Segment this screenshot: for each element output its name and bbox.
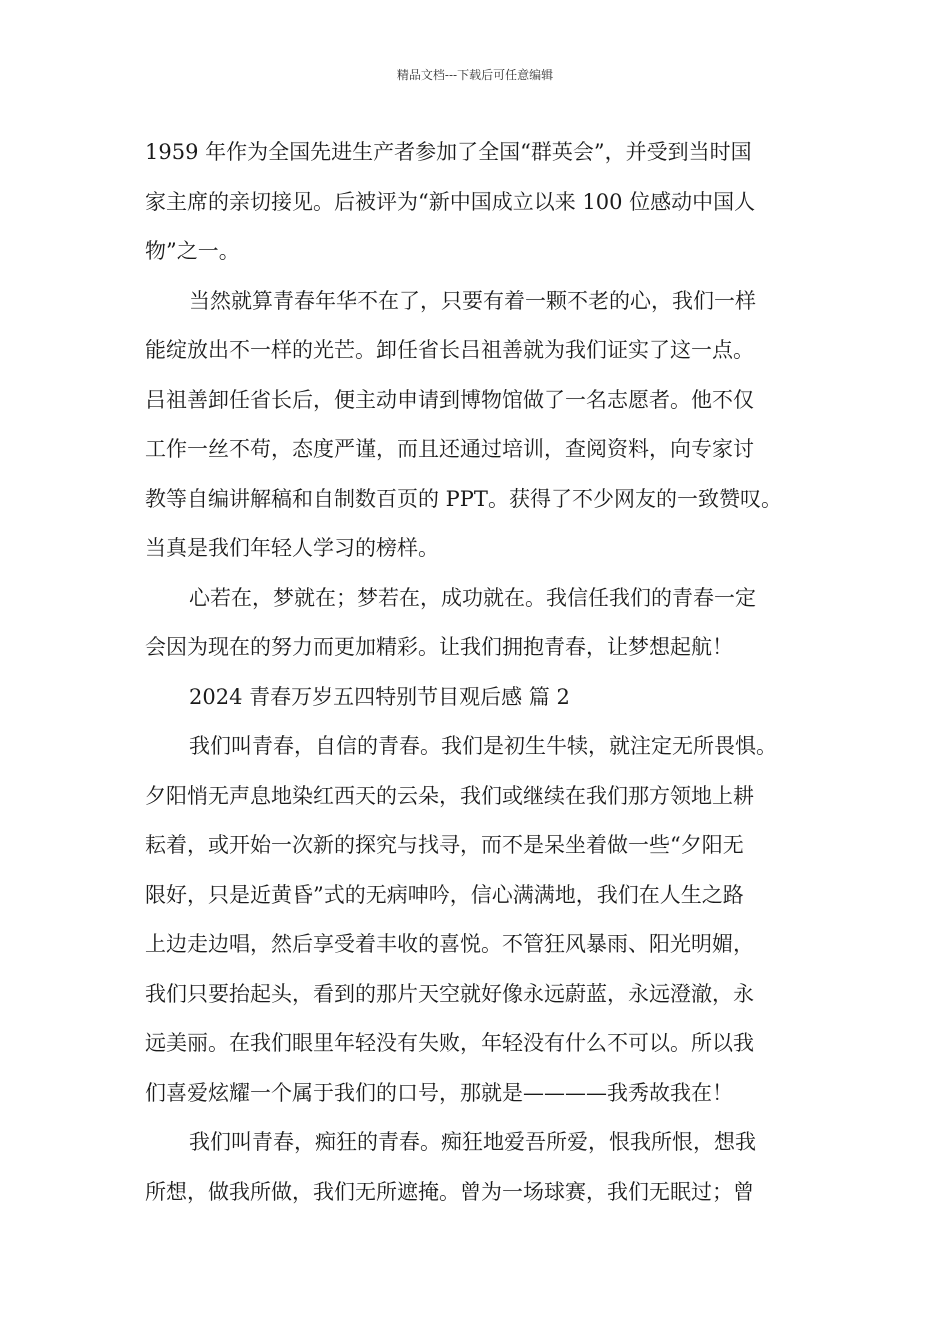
text-line: 家主席的亲切接见。后被评为“新中国成立以来 100 位感动中国人 xyxy=(145,189,756,214)
document-body xyxy=(145,128,825,1217)
text-line: 吕祖善卸任省长后，便主动申请到博物馆做了一名志愿者。他不仅 xyxy=(145,387,754,412)
section-heading xyxy=(145,673,825,723)
paragraph xyxy=(145,128,825,277)
text-line: 1959 年作为全国先进生产者参加了全国“群英会”，并受到当时国 xyxy=(145,140,752,164)
text-line: 我们叫青春，自信的青春。我们是初生牛犊，就注定无所畏惧。 xyxy=(189,734,777,758)
text-line: 夕阳悄无声息地染红西天的云朵，我们或继续在我们那方领地上耕 xyxy=(145,783,754,808)
text-line: 所想，做我所做，我们无所遮掩。曾为一场球赛，我们无眠过；曾 xyxy=(145,1179,754,1204)
text-line: 教等自编讲解稿和自制数百页的 PPT。获得了不少网友的一致赞叹。 xyxy=(145,486,782,511)
text-line: 我们叫青春，痴狂的青春。痴狂地爱吾所爱，恨我所恨，想我 xyxy=(189,1130,756,1154)
text-line: 能绽放出不一样的光芒。卸任省长吕祖善就为我们证实了这一点。 xyxy=(145,338,754,362)
text-line: 2024 青春万岁五四特别节目观后感 篇 2 xyxy=(189,684,570,709)
text-line: 远美丽。在我们眼里年轻没有失败，年轻没有什么不可以。所以我 xyxy=(145,1031,754,1055)
text-line: 当然就算青春年华不在了，只要有着一颗不老的心，我们一样 xyxy=(189,288,756,313)
text-line: 心若在，梦就在；梦若在，成功就在。我信任我们的青春一定 xyxy=(189,585,756,610)
paragraph xyxy=(145,722,825,1118)
paragraph xyxy=(145,1118,825,1217)
text-line: 物”之一。 xyxy=(145,239,240,263)
paragraph xyxy=(145,574,825,673)
paragraph xyxy=(145,277,825,574)
text-line: 会因为现在的努力而更加精彩。让我们拥抱青春，让梦想起航！ xyxy=(145,635,733,659)
text-line: 当真是我们年轻人学习的榜样。 xyxy=(145,536,439,560)
page-header: 精品文档---下载后可任意编辑 xyxy=(396,68,554,82)
text-line: 上边走边唱，然后享受着丰收的喜悦。不管狂风暴雨、阳光明媚， xyxy=(145,932,754,956)
text-line: 们喜爱炫耀一个属于我们的口号，那就是————我秀故我在！ xyxy=(145,1080,733,1105)
text-line: 我们只要抬起头，看到的那片天空就好像永远蔚蓝，永远澄澈，永 xyxy=(145,981,754,1006)
text-line: 耘着，或开始一次新的探究与找寻，而不是呆坐着做一些“夕阳无 xyxy=(145,833,744,857)
text-line: 限好，只是近黄昏”式的无病呻吟，信心满满地，我们在人生之路 xyxy=(145,882,744,907)
text-line: 工作一丝不苟，态度严谨，而且还通过培训，查阅资料，向专家讨 xyxy=(145,437,754,461)
